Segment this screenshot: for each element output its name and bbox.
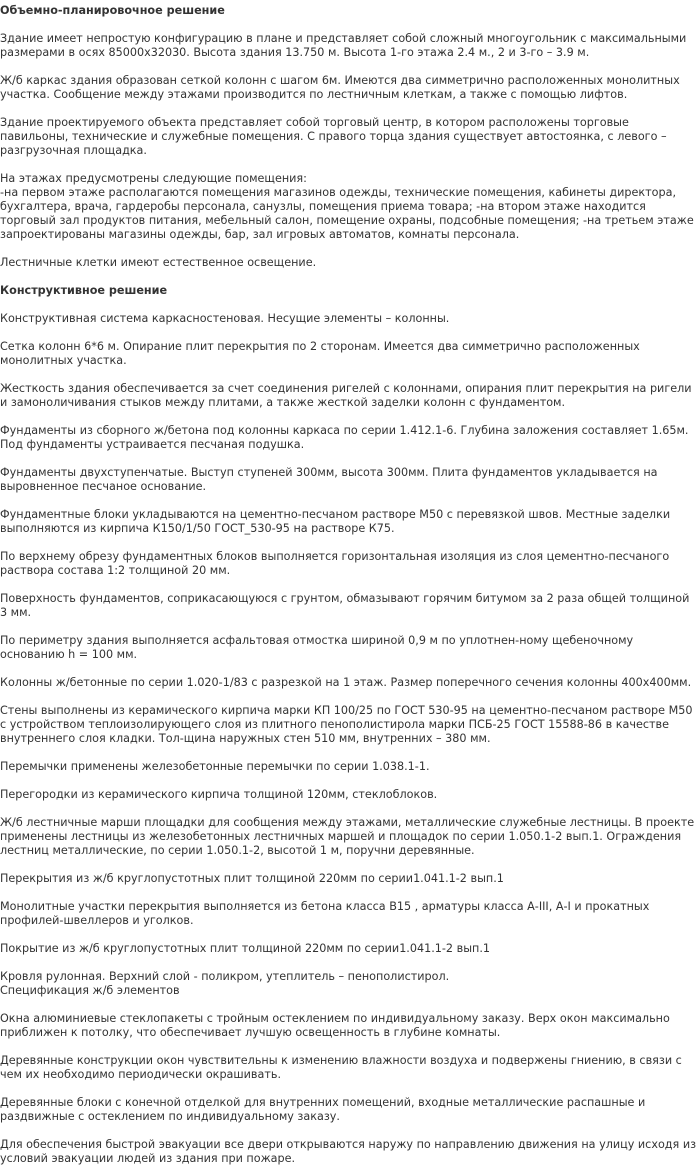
section-heading: Конструктивное решение — [0, 284, 168, 297]
paragraph: По периметру здания выполняется асфальтовая отмостка шириной 0,9 м по уплотнен-ному щебеночному основанию h = 100 мм. — [0, 634, 634, 661]
paragraph: Стены выполнены из керамического кирпича марки КП 100/25 по ГОСТ 530-95 на цементно-песчаном растворе М50 с устройством теплоизолирующего слоя из плитного пенополистирола марки ПСБ-25 ГОСТ 15588-86 в качестве внутреннего слоя кладки. Тол-щина наружных стен 510 мм, внутренних – 380 мм. — [0, 704, 693, 745]
paragraph: Сетка колонн 6*6 м. Опирание плит перекрытия по 2 сторонам. Имеется два симметрично расположенных монолитных участка. — [0, 340, 640, 367]
paragraph: На этажах предусмотрены следующие помещения: -на первом этаже располагаются помещения магазинов одежды, технические помещения, кабинеты директора, бухгалтера, врача, гардеробы персонала, санузлы, помещения приема товара; -на втором этаже находится торговый зал продуктов питания, мебельный салон, помещение охраны, подсобные помещения; -на третьем этаже запроектированы магазины одежды, бар, зал игровых автоматов, комнаты персонала. — [0, 172, 694, 241]
paragraph: По верхнему обрезу фундаментных блоков выполняется горизонтальная изоляция из слоя цементно-песчаного раствора состава 1:2 толщиной 20 мм. — [0, 550, 670, 577]
paragraph: Конструктивная система каркасностеновая. Несущие элементы – колонны. — [0, 312, 450, 325]
paragraph: Покрытие из ж/б круглопустотных плит толщиной 220мм по серии1.041.1-2 вып.1 — [0, 942, 491, 955]
paragraph: Перемычки применены железобетонные перемычки по серии 1.038.1-1. — [0, 760, 430, 773]
paragraph: Перекрытия из ж/б круглопустотных плит толщиной 220мм по серии1.041.1-2 вып.1 — [0, 872, 504, 885]
paragraph: Здание имеет непростую конфигурацию в плане и представляет собой сложный многоугольник с максимальными размерами в осях 85000х32030. Высота здания 13.750 м. Высота 1-го этажа 2.4 м., 2 и 3-го – 3.9 м. — [0, 32, 687, 59]
paragraph: Фундаменты двухступенчатые. Выступ ступеней 300мм, высота 300мм. Плита фундаментов укладывается на выровненное песчаное основание. — [0, 466, 658, 493]
paragraph: Фундаментные блоки укладываются на цементно-песчаном растворе М50 с перевязкой швов. Местные заделки выполняются из кирпича К150/1/50 ГОСТ_530-95 на растворе К75. — [0, 508, 671, 535]
paragraph: Жесткость здания обеспечивается за счет соединения ригелей с колоннами, опирания плит перекрытия на ригели и замоноличивания стыков между плитами, а также жесткой заделки колонн с фундаментом. — [0, 382, 692, 409]
paragraph: Ж/б лестничные марши площадки для сообщения между этажами, металлические служебные лестницы. В проекте применены лестницы из железобетонных лестничных маршей и площадок по серии 1.050.1-2 вып.1. Ограждения лестниц металлические, по серии 1.050.1-2, высотой 1 м, поручни деревянные. — [0, 816, 695, 857]
paragraph: Деревянные конструкции окон чувствительны к изменению влажности воздуха и подвержены гниению, в связи с чем их необходимо периодически окрашивать. — [0, 1054, 682, 1081]
paragraph: Монолитные участки перекрытия выполняется из бетона класса В15 , арматуры класса А-III, А-I и прокатных профилей-швеллеров и уголков. — [0, 900, 650, 927]
paragraph: Поверхность фундаментов, соприкасающуюся с грунтом, обмазывают горячим битумом за 2 раза общей толщиной 3 мм. — [0, 592, 690, 619]
paragraph: Деревянные блоки с конечной отделкой для внутренних помещений, входные металлические распашные и раздвижные с остеклением по индивидуальному заказу. — [0, 1096, 646, 1123]
paragraph: Перегородки из керамического кирпича толщиной 120мм, стеклоблоков. — [0, 788, 438, 801]
section-space-planning — [0, 4, 700, 270]
paragraph: Для обеспечения быстрой эвакуации все двери открываются наружу по направлению движения на улицу исходя из условий эвакуации людей из здания при пожаре. — [0, 1138, 697, 1165]
section-structural — [0, 284, 700, 1166]
paragraph: Ж/б каркас здания образован сеткой колонн с шагом 6м. Имеются два симметрично расположенных монолитных участка. Сообщение между этажами производится по лестничным клеткам, а также с помощью лифтов. — [0, 74, 680, 101]
paragraph: Здание проектируемого объекта представляет собой торговый центр, в котором расположены торговые павильоны, технические и служебные помещения. С правого торца здания существует автостоянка, с левого – разгрузочная площадка. — [0, 116, 667, 157]
paragraph: Кровля рулонная. Верхний слой - поликром, утеплитель – пенополистирол. Спецификация ж/б элементов — [0, 970, 450, 997]
paragraph: Лестничные клетки имеют естественное освещение. — [0, 256, 317, 269]
section-heading: Объемно-планировочное решение — [0, 4, 225, 17]
paragraph: Окна алюминиевые стеклопакеты с тройным остеклением по индивидуальному заказу. Верх окон максимально приближен к потолку, что обеспечивает лучшую освещенность в глубине комнаты. — [0, 1012, 670, 1039]
paragraph: Колонны ж/бетонные по серии 1.020-1/83 с разрезкой на 1 этаж. Размер поперечного сечения колонны 400х400мм. — [0, 676, 692, 689]
paragraph: Фундаменты из сборного ж/бетона под колонны каркаса по серии 1.412.1-6. Глубина заложения составляет 1.65м. Под фундаменты устраивается песчаная подушка. — [0, 424, 689, 451]
